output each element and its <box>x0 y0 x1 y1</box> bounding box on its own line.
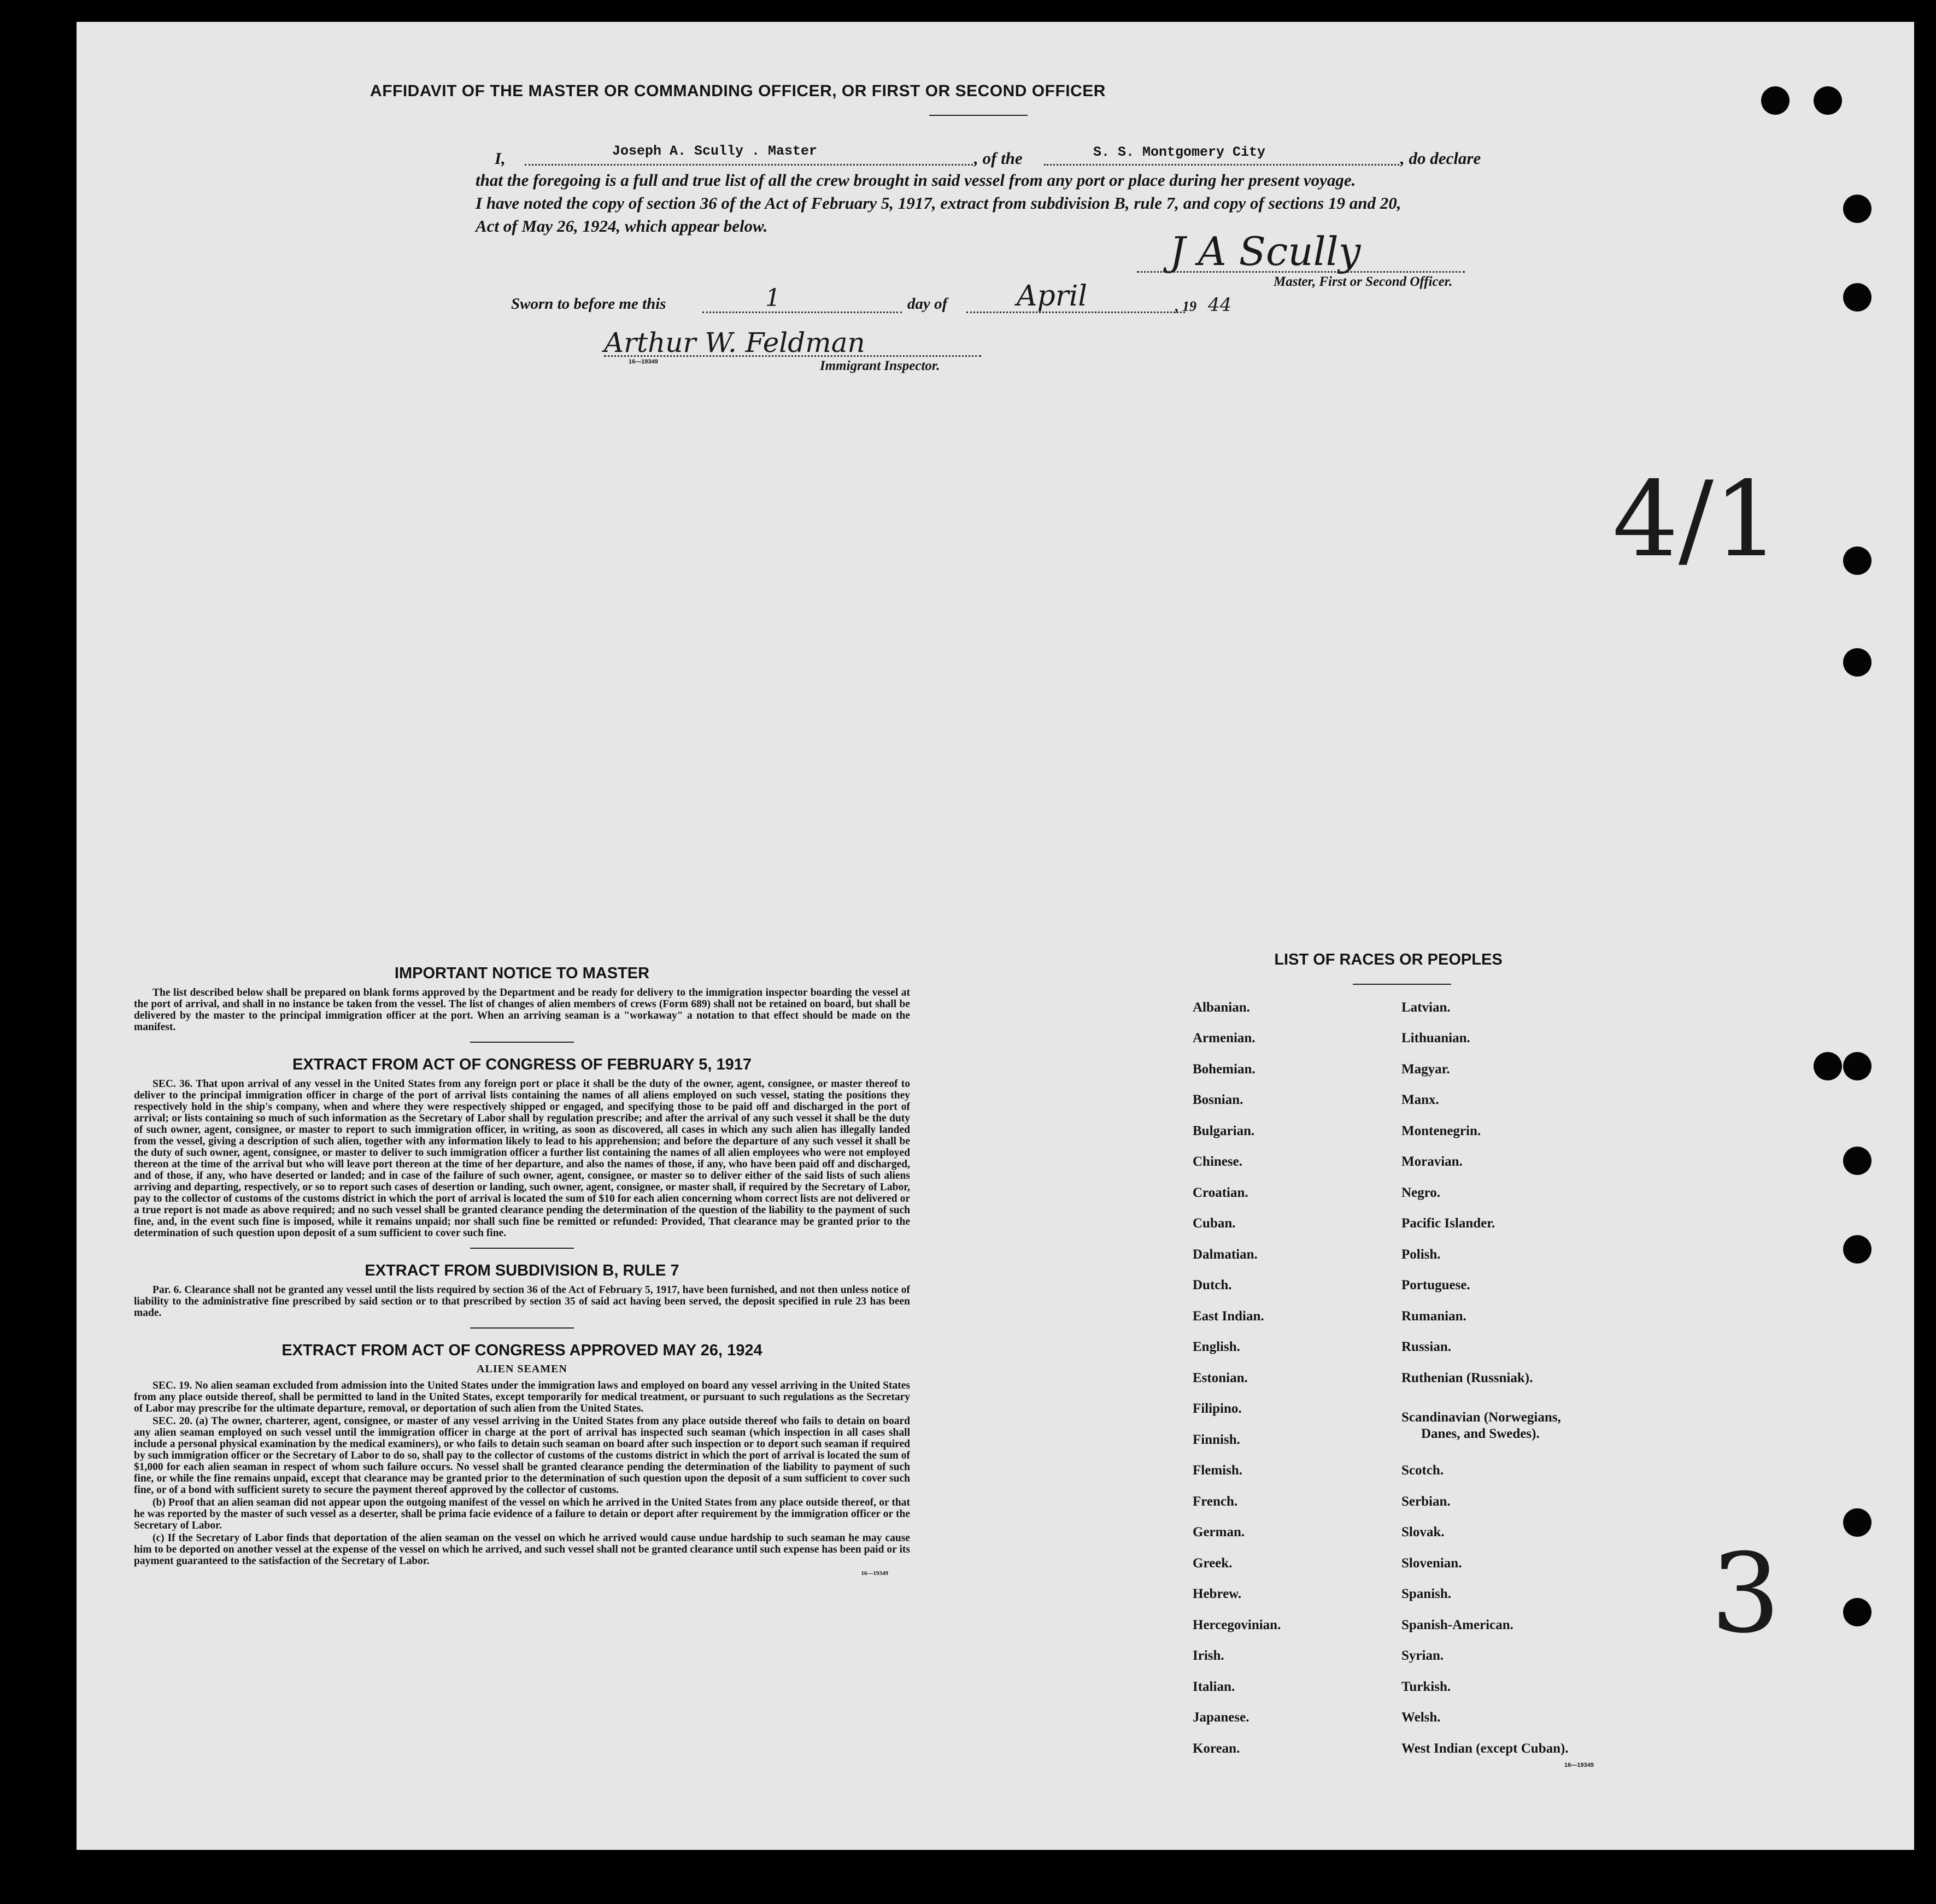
race-left: Bosnian. <box>1193 1092 1243 1107</box>
sec-20c-text <box>134 1532 910 1567</box>
race-right: Serbian. <box>1401 1494 1451 1509</box>
race-left: Bohemian. <box>1193 1062 1256 1077</box>
affidavit-line-2: that the foregoing is a full and true list of all the crew brought in said vessel from any port or place during her present voyage. <box>476 171 1356 190</box>
notice-text <box>134 987 910 1033</box>
punch-hole <box>1814 86 1842 115</box>
race-left: Japanese. <box>1193 1710 1249 1725</box>
race-right: Ruthenian (Russniak). <box>1401 1371 1533 1385</box>
race-left: Dutch. <box>1193 1278 1232 1292</box>
punch-hole <box>1843 1235 1872 1264</box>
race-right: Montenegrin. <box>1401 1124 1481 1138</box>
race-left: Albanian. <box>1193 1000 1250 1015</box>
race-left: Filipino. <box>1193 1401 1242 1416</box>
vessel-name: S. S. Montgomery City <box>1093 144 1266 160</box>
race-left: Irish. <box>1193 1648 1224 1663</box>
punch-hole <box>1843 1052 1872 1080</box>
master-signature: J A Scully <box>1170 228 1361 274</box>
notice-column <box>123 965 921 1577</box>
race-right: Negro. <box>1401 1185 1441 1200</box>
race-left: Armenian. <box>1193 1031 1256 1045</box>
races-rule <box>1353 984 1451 985</box>
notice-title: IMPORTANT NOTICE TO MASTER <box>394 965 650 982</box>
race-right: West Indian (except Cuban). <box>1401 1741 1569 1756</box>
punch-hole <box>1843 648 1872 677</box>
inspector-line <box>604 355 981 357</box>
year-suffix: 44 <box>1208 294 1232 316</box>
extract-1917-title: EXTRACT FROM ACT OF CONGRESS OF FEBRUARY 5, 1917 <box>292 1056 752 1073</box>
race-left: Korean. <box>1193 1741 1240 1756</box>
year-prefix: , 19 <box>1175 298 1196 314</box>
sec-20b-body: (b) Proof that an alien seaman did not appear upon the outgoing manifest of the vessel on which he arrived in the United States from any place outside thereof, or that he was reported by the master of such vessel as a deserter, shall be prima facie evidence of a failure to detain or deport after requirement by the immigration officer or the Secretary of Labor. <box>134 1497 910 1531</box>
sec-19-text <box>134 1380 910 1414</box>
sec-20b-text <box>134 1497 910 1531</box>
sworn-month: April <box>1017 280 1087 313</box>
section-rule <box>470 1042 574 1043</box>
punch-hole <box>1843 283 1872 312</box>
punch-hole <box>1843 1598 1872 1626</box>
affidavit-line-3: I have noted the copy of section 36 of the Act of February 5, 1917, extract from subdivision B, rule 7, and copy of sections 19 and 20, <box>476 193 1401 213</box>
race-left: German. <box>1193 1525 1245 1539</box>
vessel-name-line <box>1044 164 1399 166</box>
race-right: Syrian. <box>1401 1648 1444 1663</box>
inspector-form-no: 16—19349 <box>629 359 658 365</box>
extract-1917-body: SEC. 36. That upon arrival of any vessel in the United States from any foreign port or place it shall be the duty of the owner, agent, consignee, or master thereof to deliver to the principal immigration officer in charge of the port of arrival lists containing the names of all aliens employed on such vessel, stating the positions they respectively hold in the ship's company, when and where they were respectively shipped or engaged, and specifying those to be paid off and discharged in the port of arrival; or lists containing so much of such information as the Secretary of Labor shall by regulation prescribe; and after the arrival of any such vessel it shall be the duty of such owner, agent, consignee, or master to report to such immigration officer, in writing, as soon as discovered, all cases in which any such alien has illegally landed from the vessel, giving a description of such alien, together with any information likely to lead to his apprehension; and before the departure of any such vessel it shall be the duty of such owner, agent, consignee, or master to deliver to such immigration officer a further list containing the names of all alien employees who were not employed thereon at the time of the arrival but who will leave port thereon at the time of her departure, and also the names of those, if any, who have been paid off and discharged, and of those, if any, who have deserted or landed; and in case of the failure of such owner, agent, consignee, or master so to deliver either of the said lists of such aliens arriving and departing, respectively, or so to report such cases of desertion or landing, such owner, agent, consignee, or master shall, if required by the Secretary of Labor, pay to the collector of customs of the customs district in which the port of arrival is located the sum of $10 for each alien concerning whom correct lists are not delivered or a true report is not made as above required; and no such vessel shall be granted clearance pending the determination of the question of the liability to the payment of such fine, and, in the event such fine is imposed, while it remains unpaid; nor shall such fine be remitted or refunded: Provided, That clearance may be granted prior to the determination of such question upon deposit of a sum sufficient to cover such fine. <box>134 1078 910 1239</box>
master-name-line <box>525 164 973 166</box>
affidavit-title: AFFIDAVIT OF THE MASTER OR COMMANDING OFFICER, OR FIRST OR SECOND OFFICER <box>370 82 1106 100</box>
sworn-day: 1 <box>765 284 781 312</box>
of-the-label: , of the <box>974 149 1023 168</box>
section-rule <box>470 1327 574 1329</box>
signature-line <box>1137 271 1465 273</box>
day-of-label: day of <box>907 295 948 313</box>
race-right: Welsh. <box>1401 1710 1441 1725</box>
race-left: Estonian. <box>1193 1371 1248 1385</box>
sec-20a-body: SEC. 20. (a) The owner, charterer, agent, consignee, or master of any vessel arriving in the United States from any place outside thereof who fails to detain on board any alien seaman employed on such vessel until the immigration officer in charge at the port of arrival has inspected such seaman (which inspection in all cases shall include a personal physical examination by the medical examiners), or who fails to detain such seaman on board after such inspection or to deport such seaman if required by such immigration officer or the Secretary of Labor to do so, shall pay to the collector of customs of the customs district in which the port of arrival is located the sum of $1,000 for each alien seaman in respect of whom such failure occurs. No vessel shall be granted clearance pending the determination of the liability to payment of such fine, or while the fine remains unpaid, except that clearance may be granted prior to the determination of such question upon the deposit of a sum sufficient to cover such fine, or of a bond with sufficient surety to secure the payment thereof approved by the collector of customs. <box>134 1415 910 1496</box>
notice-body: The list described below shall be prepared on blank forms approved by the Department and be ready for delivery to the immigration inspector boarding the vessel at the port of arrival, and shall in no instance be taken from the vessel. The list of changes of alien members of crews (Form 689) shall not be retained on board, but shall be delivered by the master to the principal immigration officer at the port. When an arriving seaman is a "workaway" a notation to that effect should be made on the manifest. <box>134 987 910 1033</box>
extract-1924-title: EXTRACT FROM ACT OF CONGRESS APPROVED MAY 26, 1924 <box>281 1342 762 1359</box>
sworn-day-line <box>702 312 902 313</box>
sworn-label: Sworn to before me this <box>511 295 666 313</box>
race-right: Lithuanian. <box>1401 1031 1470 1045</box>
punch-hole <box>1761 86 1790 115</box>
sec-20c-body: (c) If the Secretary of Labor finds that deportation of the alien seaman on the vessel on which he arrived would cause undue hardship to such seaman he may cause him to be deported on another vessel at the expense of the vessel on which he arrived, and such vessel shall not be granted clearance until such expense has been paid or its payment guaranteed to the satisfaction of the Secretary of Labor. <box>134 1532 910 1567</box>
inspector-caption: Immigrant Inspector. <box>820 359 940 373</box>
race-right: Rumanian. <box>1401 1309 1466 1324</box>
race-right: Spanish. <box>1401 1586 1452 1601</box>
master-name: Joseph A. Scully . Master <box>612 143 818 159</box>
race-left: English. <box>1193 1339 1240 1354</box>
race-left: East Indian. <box>1193 1309 1264 1324</box>
race-right: Slovenian. <box>1401 1556 1462 1571</box>
affidavit-line-4: Act of May 26, 1924, which appear below. <box>476 216 768 236</box>
do-declare-label: , do declare <box>1400 149 1481 168</box>
races-title: LIST OF RACES OR PEOPLES <box>1274 951 1503 968</box>
race-right: Pacific Islander. <box>1401 1216 1495 1231</box>
signature-caption: Master, First or Second Officer. <box>1274 274 1453 289</box>
race-right: Scandinavian (Norwegians, <box>1401 1410 1561 1425</box>
handwritten-date: 4/1 <box>1612 459 1780 580</box>
sec-19-body: SEC. 19. No alien seaman excluded from admission into the United States under the immigration laws and employed on board any vessel arriving in the United States from any place outside thereof, shall be permitted to land in the United States, except temporarily for medical treatment, or pursuant to such regulations as the Secretary of Labor may prescribe for the ultimate departure, removal, or deportation of such alien from the United States. <box>134 1380 910 1414</box>
race-right: Polish. <box>1401 1247 1441 1262</box>
inspector-signature: Arthur W. Feldman <box>604 327 865 359</box>
race-right: Danes, and Swedes). <box>1421 1426 1540 1441</box>
race-left: Hebrew. <box>1193 1586 1242 1601</box>
race-left: French. <box>1193 1494 1238 1509</box>
punch-hole <box>1843 1147 1872 1175</box>
race-left: Finnish. <box>1193 1432 1240 1447</box>
sec-20a-text <box>134 1415 910 1496</box>
section-rule <box>470 1248 574 1249</box>
race-left: Chinese. <box>1193 1154 1242 1169</box>
race-right: Russian. <box>1401 1339 1452 1354</box>
rule-7-body: Par. 6. Clearance shall not be granted any vessel until the lists required by section 36 of the Act of February 5, 1917, have been furnished, and not then unless notice of liability to the administrative fine prescribed by said section or to that prescribed by section 35 of said act having been served, the deposit specified in rule 23 has been made. <box>134 1284 910 1319</box>
rule-7-text <box>134 1284 910 1319</box>
race-right: Magyar. <box>1401 1062 1450 1077</box>
race-right: Spanish-American. <box>1401 1618 1513 1632</box>
race-right: Moravian. <box>1401 1154 1463 1169</box>
race-right: Turkish. <box>1401 1679 1451 1694</box>
race-right: Slovak. <box>1401 1525 1445 1539</box>
race-left: Cuban. <box>1193 1216 1236 1231</box>
extract-1917-text <box>134 1078 910 1239</box>
extract-form-no: 16—19349 <box>861 1570 888 1577</box>
title-rule <box>929 115 1028 116</box>
punch-hole <box>1843 1508 1872 1537</box>
alien-seamen-subtitle: ALIEN SEAMEN <box>477 1363 567 1375</box>
race-right: Portuguese. <box>1401 1278 1470 1292</box>
punch-hole <box>1814 1052 1842 1080</box>
rule-7-title: EXTRACT FROM SUBDIVISION B, RULE 7 <box>365 1262 679 1279</box>
race-left: Greek. <box>1193 1556 1233 1571</box>
race-right: Manx. <box>1401 1092 1439 1107</box>
race-left: Bulgarian. <box>1193 1124 1255 1138</box>
race-left: Dalmatian. <box>1193 1247 1258 1262</box>
race-left: Croatian. <box>1193 1185 1248 1200</box>
race-left: Hercegovinian. <box>1193 1618 1281 1632</box>
affidavit-pronoun: I, <box>495 149 506 168</box>
handwritten-number: 3 <box>1711 1530 1781 1658</box>
race-right: Latvian. <box>1401 1000 1451 1015</box>
punch-hole <box>1843 546 1872 575</box>
punch-hole <box>1843 195 1872 223</box>
race-right: Scotch. <box>1401 1463 1444 1478</box>
race-left: Flemish. <box>1193 1463 1242 1478</box>
races-form-no: 16—19349 <box>1564 1762 1594 1768</box>
race-left: Italian. <box>1193 1679 1235 1694</box>
